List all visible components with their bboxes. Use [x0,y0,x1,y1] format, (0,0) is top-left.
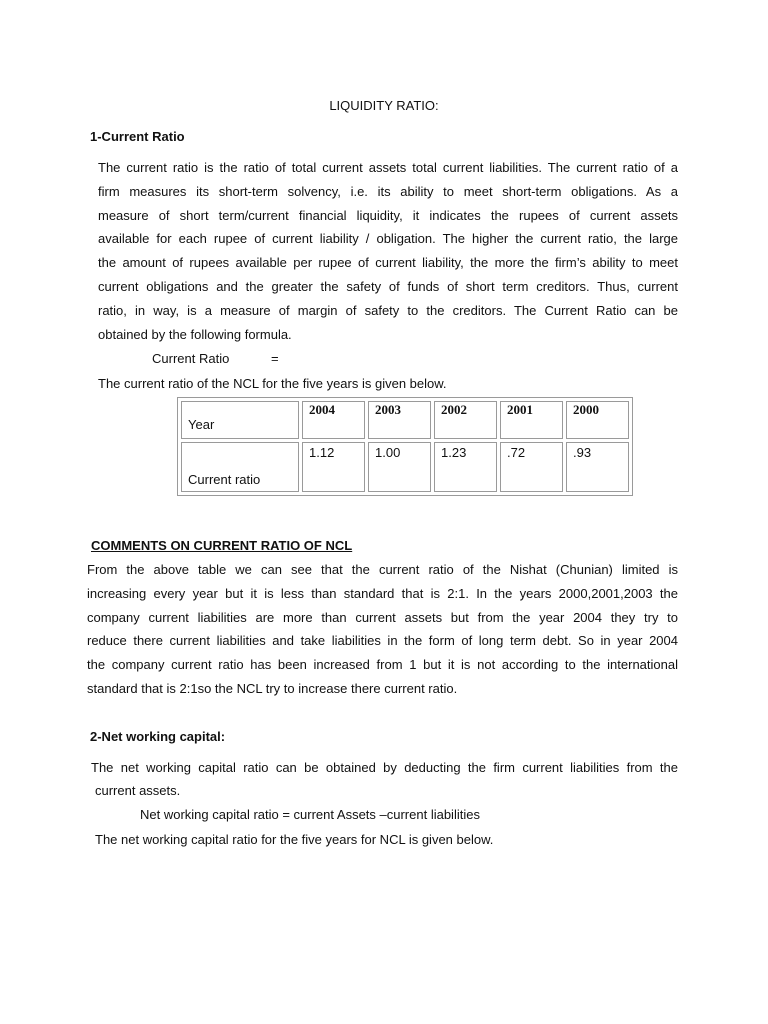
paragraph-line: the amount of rupees available per rupee of current liability, the more the firm’s ability to meet [98,255,678,271]
table-header-year: Year [181,401,299,439]
net-working-capital-formula: Net working capital ratio = current Assets –current liabilities [140,807,480,822]
net-working-capital-paragraph [91,756,678,780]
paragraph-line: The net working capital ratio can be obtained by deducting the firm current liabilities from the [91,760,678,775]
paragraph-line: the company current ratio has been increased from 1 but it is not according to the international [87,657,678,673]
paragraph-line: standard that is 2:1so the NCL try to increase there current ratio. [87,680,458,696]
page-title: LIQUIDITY RATIO: [329,98,439,113]
year-cell: 2001 [500,401,563,439]
year-cell: 2004 [302,401,365,439]
section-heading-current-ratio: 1-Current Ratio [90,129,185,144]
ratio-cell: 1.23 [434,442,497,492]
paragraph-line: The current ratio is the ratio of total current assets total current liabilities. The current ratio of a [98,160,678,175]
ratio-cell: 1.12 [302,442,365,492]
table-row-current-ratio [181,442,629,492]
paragraph-line: current assets. [95,783,181,798]
formula-equals: = [271,351,279,366]
paragraph-line: From the above table we can see that the current ratio of the Nishat (Chunian) limited is [87,562,678,577]
current-ratio-paragraph [98,156,678,346]
paragraph-line: ratio, in way, is a measure of margin of safety to the creditors. The Current Ratio can be [98,302,678,318]
paragraph-line: firm measures its short-term solvency, i.e. its ability to meet short-term obligations. As a [98,183,678,199]
paragraph-line: available for each rupee of current liability / obligation. The higher the current ratio, the large [98,231,678,247]
comments-heading: COMMENTS ON CURRENT RATIO OF NCL [91,538,353,553]
paragraph-line: reduce there current liabilities and take liabilities in the form of long term debt. So in year 2004 [87,633,678,649]
paragraph-line: obtained by the following formula. [98,326,292,342]
table-header-current-ratio: Current ratio [181,442,299,492]
paragraph-line: increasing every year but it is less than standard that is 2:1. In the years 2000,2001,2003 the [87,585,678,601]
section-heading-net-working-capital: 2-Net working capital: [90,729,226,744]
table-row-years [181,401,629,439]
paragraph-line: measure of short term/current financial liquidity, it indicates the rupees of current assets [98,207,678,223]
ratio-cell: .72 [500,442,563,492]
table-intro-net-working-capital: The net working capital ratio for the five years for NCL is given below. [95,832,494,847]
comments-paragraph [87,558,678,701]
paragraph-line: current obligations and the greater the safety of funds of short term creditors. Thus, current [98,278,678,294]
year-cell: 2000 [566,401,629,439]
ratio-cell: .93 [566,442,629,492]
ratio-cell: 1.00 [368,442,431,492]
year-cell: 2003 [368,401,431,439]
paragraph-line: company current liabilities are more than current assets but from the year 2004 they try to [87,609,678,625]
year-cell: 2002 [434,401,497,439]
table-intro: The current ratio of the NCL for the five years is given below. [98,376,447,391]
current-ratio-table [177,397,633,496]
formula-label: Current Ratio [152,351,230,366]
